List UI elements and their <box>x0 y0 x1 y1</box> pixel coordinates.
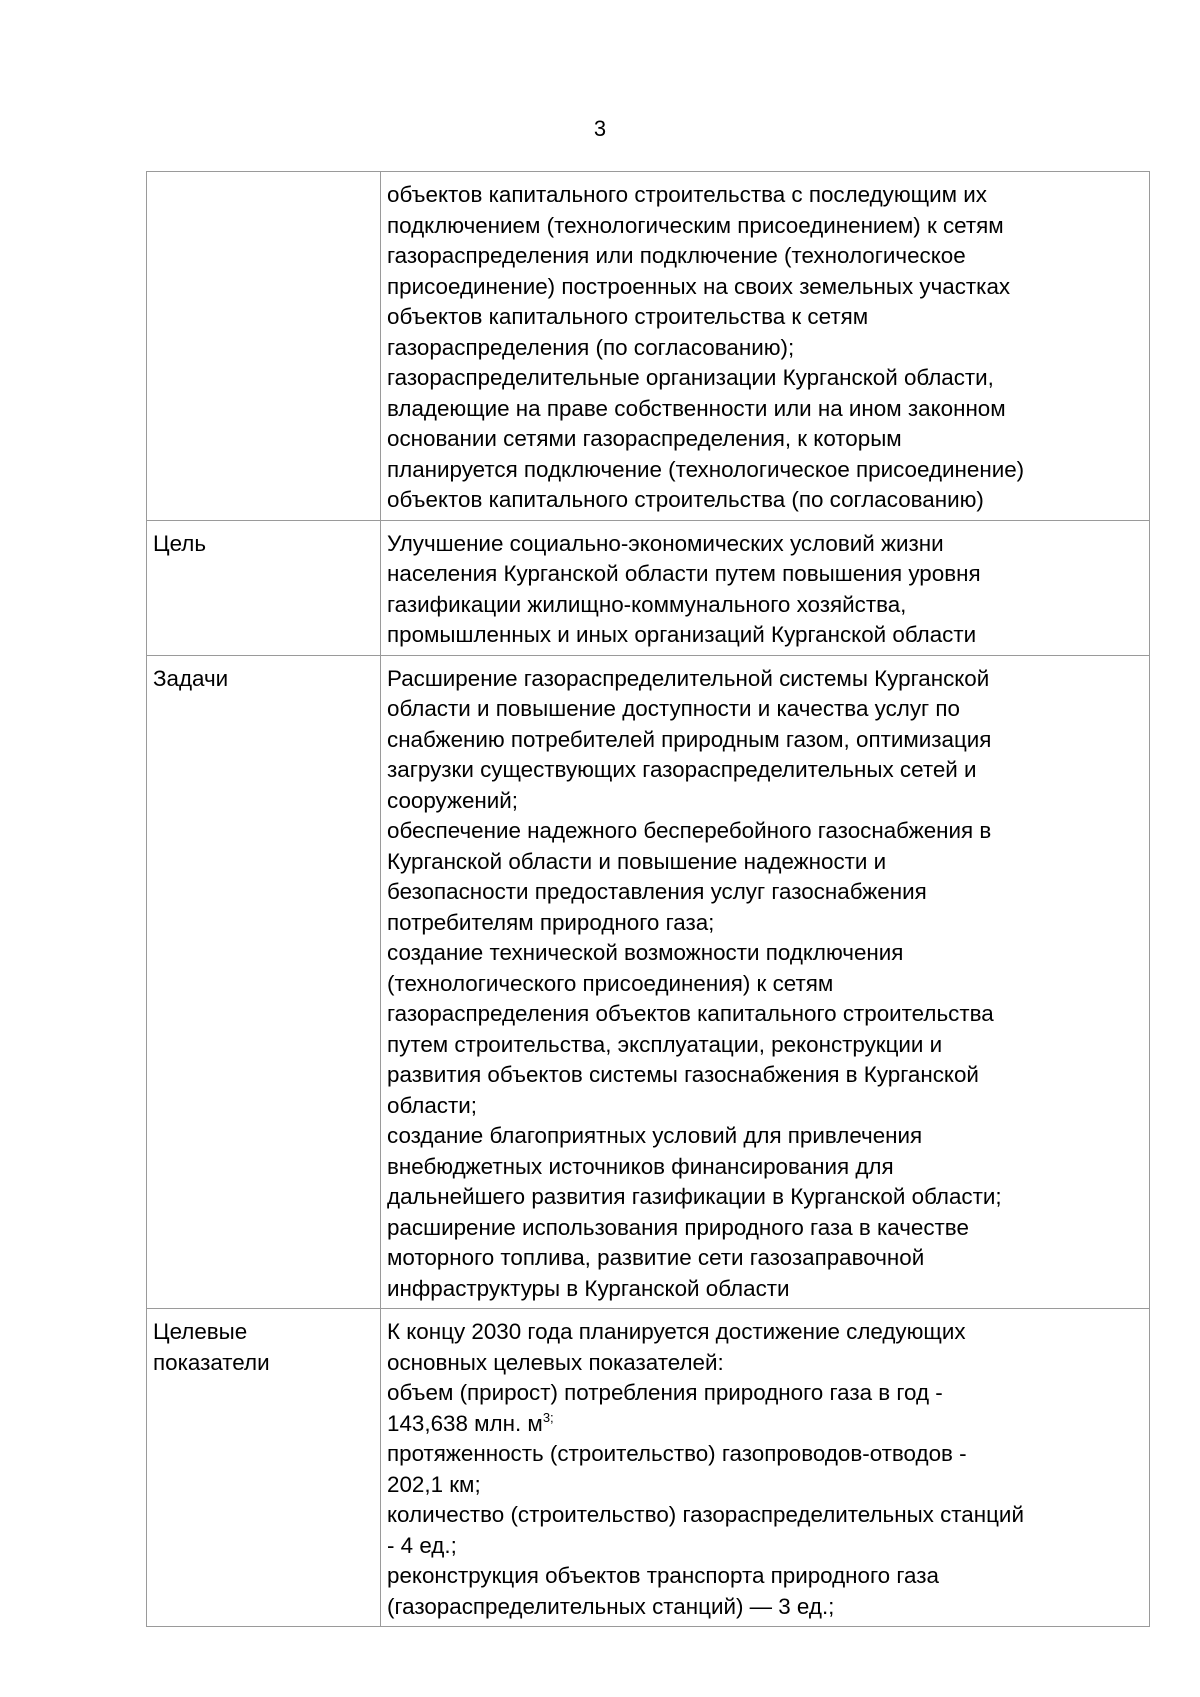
content-line-text: количество (строительство) газораспределительных станций <box>387 1502 1024 1527</box>
row-label-cell <box>147 655 381 1309</box>
content-line <box>387 424 1143 455</box>
content-line-text: (газораспределительных станций) — 3 ед.; <box>387 1593 835 1619</box>
content-line <box>387 485 1143 516</box>
content-line <box>387 211 1143 242</box>
row-content-cell <box>381 520 1150 655</box>
content-line <box>387 1470 1143 1501</box>
content-line-text: объектов капитального строительства к сетям <box>387 304 869 329</box>
content-line-text: создание благоприятных условий для привлечения <box>387 1123 923 1148</box>
content-line-text: Улучшение социально-экономических условий жизни <box>387 530 944 556</box>
content-line <box>387 1243 1143 1274</box>
content-line <box>387 755 1143 786</box>
content-line-text: дальнейшего развития газификации в Курганской области; <box>387 1184 1002 1209</box>
content-line-text: сооружений; <box>387 787 519 813</box>
content-line <box>387 786 1143 817</box>
page-number: 3 <box>593 116 607 141</box>
content-line <box>387 620 1143 651</box>
row-label-line: Задачи <box>153 665 229 691</box>
content-line <box>387 241 1143 272</box>
content-line <box>387 664 1143 695</box>
content-line <box>387 363 1143 394</box>
row-label-cell <box>147 1309 381 1627</box>
content-line <box>387 725 1143 756</box>
content-line-text: газораспределения (по согласованию); <box>387 334 795 360</box>
content-line-text: газораспределительные организации Курганской области, <box>387 365 994 390</box>
content-line-text: населения Курганской области путем повышения уровня <box>387 561 981 586</box>
content-line <box>387 877 1143 908</box>
row-content-cell <box>381 172 1150 521</box>
content-line <box>387 302 1143 333</box>
content-line <box>387 1182 1143 1213</box>
content-line <box>387 999 1143 1030</box>
content-line-text: (технологического присоединения) к сетям <box>387 970 834 996</box>
content-line-text: объектов капитального строительства (по согласованию) <box>387 487 984 512</box>
table-row <box>147 172 1150 521</box>
content-line-text: реконструкция объектов транспорта природного газа <box>387 1563 939 1588</box>
content-line <box>387 1274 1143 1305</box>
content-line <box>387 1121 1143 1152</box>
content-line <box>387 1439 1143 1470</box>
content-line-text: подключением (технологическим присоединением) к сетям <box>387 212 1004 238</box>
cubic-unit-superscript: 3; <box>542 1409 554 1425</box>
content-line-text: области; <box>387 1092 477 1118</box>
content-line-text: создание технической возможности подключения <box>387 940 904 965</box>
content-line-text: промышленных и иных организаций Курганской области <box>387 622 977 647</box>
content-line-text: основании сетями газораспределения, к которым <box>387 426 902 451</box>
content-line-text: планируется подключение (технологическое присоединение) <box>387 456 1025 482</box>
content-line-text: потребителям природного газа; <box>387 909 715 935</box>
content-line-text: загрузки существующих газораспределительных сетей и <box>387 757 977 782</box>
content-line-text: - 4 ед.; <box>387 1532 457 1558</box>
content-line-text: безопасности предоставления услуг газоснабжения <box>387 879 927 904</box>
passport-table <box>146 171 1150 1627</box>
content-line-text: обеспечение надежного бесперебойного газоснабжения в <box>387 818 992 843</box>
content-line-text: владеющие на праве собственности или на ином законном <box>387 395 1006 421</box>
content-line-text: Расширение газораспределительной системы Курганской <box>387 665 990 691</box>
content-line-text: инфраструктуры в Курганской области <box>387 1275 790 1301</box>
content-line-text: газификации жилищно-коммунального хозяйства, <box>387 591 907 617</box>
content-line-text: расширение использования природного газа в качестве <box>387 1214 969 1240</box>
content-line-text: присоединение) построенных на своих земельных участках <box>387 273 1011 299</box>
row-label-line: показатели <box>153 1349 270 1375</box>
content-line <box>387 1531 1143 1562</box>
row-label-cell <box>147 520 381 655</box>
content-line <box>387 1592 1143 1623</box>
content-line <box>387 455 1143 486</box>
content-line <box>387 1348 1143 1379</box>
content-line <box>387 847 1143 878</box>
content-line-text: области и повышение доступности и качества услуг по <box>387 696 960 721</box>
content-line <box>387 694 1143 725</box>
content-line-text: газораспределения или подключение (технологическое <box>387 243 966 268</box>
content-line <box>387 272 1143 303</box>
content-line <box>387 590 1143 621</box>
content-line <box>387 180 1143 211</box>
content-line <box>387 1152 1143 1183</box>
row-label-line: Цель <box>153 530 207 556</box>
content-line <box>387 1030 1143 1061</box>
content-line <box>387 938 1143 969</box>
content-line <box>387 333 1143 364</box>
row-label-line: Целевые <box>153 1319 248 1344</box>
row-content-cell <box>381 655 1150 1309</box>
content-line <box>387 969 1143 1000</box>
content-line-text: 143,638 млн. м <box>387 1410 543 1436</box>
content-line-text: объем (прирост) потребления природного газа в год - <box>387 1380 943 1405</box>
row-content-cell <box>381 1309 1150 1627</box>
content-line <box>387 1317 1143 1348</box>
table-row <box>147 520 1150 655</box>
content-line <box>387 559 1143 590</box>
content-line-text: объектов капитального строительства с последующим их <box>387 182 987 207</box>
content-line <box>387 1500 1143 1531</box>
content-line-text: внебюджетных источников финансирования для <box>387 1153 894 1179</box>
content-line <box>387 1213 1143 1244</box>
content-line <box>387 1409 1143 1440</box>
content-line <box>387 1378 1143 1409</box>
content-line <box>387 529 1143 560</box>
content-line <box>387 816 1143 847</box>
content-line <box>387 1561 1143 1592</box>
row-label-cell <box>147 172 381 521</box>
content-line <box>387 1091 1143 1122</box>
content-line-text: снабжению потребителей природным газом, оптимизация <box>387 726 992 752</box>
content-line-text: моторного топлива, развитие сети газозаправочной <box>387 1245 925 1270</box>
content-line-text: 202,1 км; <box>387 1471 481 1497</box>
content-line <box>387 1060 1143 1091</box>
content-line-text: путем строительства, эксплуатации, реконструкции и <box>387 1031 943 1057</box>
content-line-text: основных целевых показателей: <box>387 1349 724 1375</box>
content-line-text: К концу 2030 года планируется достижение следующих <box>387 1319 966 1344</box>
content-line-text: Курганской области и повышение надежности и <box>387 848 887 874</box>
content-line-text: протяженность (строительство) газопроводов-отводов - <box>387 1441 967 1466</box>
content-line-text: газораспределения объектов капитального строительства <box>387 1001 994 1026</box>
content-line <box>387 394 1143 425</box>
content-line <box>387 908 1143 939</box>
table-row <box>147 1309 1150 1627</box>
content-line-text: развития объектов системы газоснабжения в Курганской <box>387 1062 979 1087</box>
table-row <box>147 655 1150 1309</box>
